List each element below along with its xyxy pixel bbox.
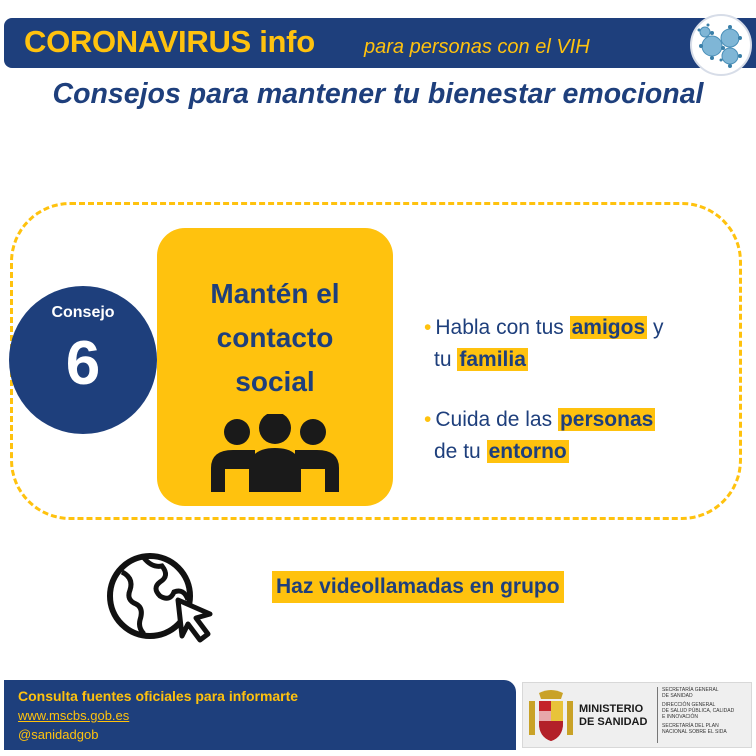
bullet-text: de tu: [434, 440, 481, 463]
bullet-item: • Habla con tus amigos y tu familia: [424, 316, 664, 371]
video-call-tip: Haz videollamadas en grupo: [272, 571, 564, 603]
ministry-detail-line: SECRETARÍA GENERAL: [662, 687, 719, 693]
advice-bullets: [424, 312, 744, 496]
header-title: CORONAVIRUS info: [24, 24, 315, 59]
card-title-line: contacto: [216, 322, 334, 353]
consejo-label: Consejo: [51, 304, 115, 321]
ministry-detail-line: DE SALUD PÚBLICA, CALIDAD: [662, 708, 735, 714]
virus-icon: [690, 14, 752, 76]
ministry-logo: [522, 682, 752, 748]
footer: [4, 680, 516, 750]
consejo-badge: [9, 286, 157, 434]
footer-link[interactable]: www.mscbs.gob.es: [18, 708, 130, 723]
advice-card: [157, 228, 393, 506]
bullet-text: Cuida de las: [435, 408, 553, 431]
card-title: [157, 272, 393, 404]
ministry-details: [662, 687, 752, 735]
highlight-word: familia: [459, 348, 526, 371]
ministry-detail-line: E INNOVACIÓN: [662, 714, 699, 720]
bullet-text: Habla con tus: [435, 316, 564, 339]
footer-title: Consulta fuentes oficiales para informarte: [18, 688, 299, 704]
header-subtitle: para personas con el VIH: [364, 36, 590, 58]
ministry-name-line: MINISTERIO: [579, 703, 644, 715]
ministry-detail-line: DIRECCIÓN GENERAL: [662, 702, 716, 708]
highlight-word: personas: [559, 408, 654, 431]
coat-of-arms-icon: [527, 687, 575, 743]
highlight-word: amigos: [571, 316, 646, 339]
ministry-detail-line: NACIONAL SOBRE EL SIDA: [662, 729, 727, 735]
footer-handle[interactable]: @sanidadgob: [18, 727, 99, 742]
consejo-number: 6: [65, 329, 101, 398]
people-group-icon: [205, 414, 345, 494]
ministry-detail-line: SECRETARÍA DEL PLAN: [662, 723, 719, 729]
bullet-item: • Cuida de las personas de tu entorno: [424, 408, 654, 463]
bullet-text: tu: [434, 348, 452, 371]
globe-cursor-icon: [104, 548, 216, 644]
ministry-name: [579, 703, 647, 729]
ministry-name-line: DE SANIDAD: [579, 716, 648, 728]
page-subtitle: Consejos para mantener tu bienestar emocional: [52, 78, 704, 110]
card-title-line: social: [235, 366, 315, 397]
highlight-word: entorno: [488, 440, 567, 463]
ministry-detail-line: DE SANIDAD: [662, 693, 693, 699]
card-title-line: Mantén el: [210, 278, 340, 309]
bullet-text: y: [653, 316, 664, 339]
logo-divider: [657, 687, 658, 743]
